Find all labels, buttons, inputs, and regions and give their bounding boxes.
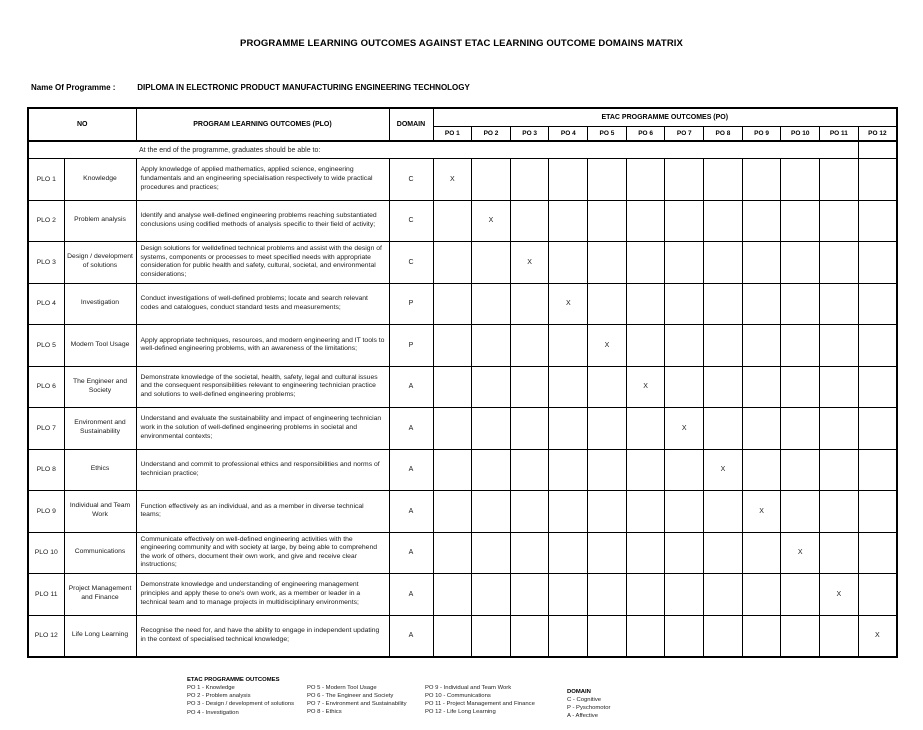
po-cell: [665, 159, 704, 201]
po-cell: [704, 200, 743, 242]
po-cell: [472, 532, 511, 574]
legend-po-item: PO 11 - Project Management and Finance: [425, 701, 535, 708]
plo-description: Identify and analyse well-defined engineering problems reaching substantiated conclusions using codified methods of analysis specific to their field of activity;: [136, 200, 389, 242]
po-cell: [665, 200, 704, 242]
legend-po-list-1: [187, 684, 307, 717]
plo-description: Demonstrate knowledge of the societal, health, safety, legal and cultural issues and the consequent responsibilities relevant to engineering technician practice and solutions to well-defined engineering problems;: [136, 366, 389, 408]
po-cell: [472, 283, 511, 325]
legend-po-item: PO 1 - Knowledge: [187, 685, 235, 692]
po-cell: [665, 574, 704, 616]
plo-description: Demonstrate knowledge and understanding of engineering management principles and apply these to one's own work, as a member or leader in a technical team and to manage projects in multidisciplinary environments;: [136, 574, 389, 616]
plo-description: Recognise the need for, and have the ability to engage in independent updating in the context of specialised technical knowledge;: [136, 615, 389, 657]
po-cell: [781, 574, 820, 616]
plo-row: [28, 615, 897, 657]
plo-number: PLO 3: [28, 242, 64, 284]
po-cell: [588, 283, 627, 325]
po-cell: [626, 325, 665, 367]
intro-statement: At the end of the programme, graduates should be able to:: [28, 141, 858, 159]
po-cell: [858, 491, 897, 533]
po-cell: [626, 491, 665, 533]
legend-po-item: PO 4 - Investigation: [187, 709, 239, 716]
plo-row: [28, 449, 897, 491]
plo-number: PLO 1: [28, 159, 64, 201]
legend-domain-item: P - Pyschomotor: [567, 705, 611, 712]
po-cell: [742, 615, 781, 657]
plo-number: PLO 5: [28, 325, 64, 367]
po-cell: [510, 200, 549, 242]
po-column-header: PO 8: [704, 126, 743, 141]
legend-po-item: PO 5 - Modern Tool Usage: [307, 685, 377, 691]
po-cell: [781, 615, 820, 657]
po-cell: [781, 242, 820, 284]
po-cell: [665, 325, 704, 367]
programme-name-row: [31, 83, 470, 92]
legend-po-column-2: [307, 676, 425, 721]
po-cell: [510, 283, 549, 325]
po-cell: [472, 366, 511, 408]
header-plo: PROGRAM LEARNING OUTCOMES (PLO): [136, 108, 389, 141]
po-cell: [820, 200, 859, 242]
po-cell: [742, 532, 781, 574]
po-cell: [742, 200, 781, 242]
plo-number: PLO 10: [28, 532, 64, 574]
po-cell: [588, 615, 627, 657]
plo-domain: A: [389, 532, 433, 574]
po-cell: [549, 574, 588, 616]
po-cell: [510, 366, 549, 408]
plo-name: The Engineer and Society: [64, 366, 136, 408]
po-cell: [665, 532, 704, 574]
po-cell: [820, 532, 859, 574]
po-cell: [858, 242, 897, 284]
po-cell: [704, 491, 743, 533]
legend-po-column-1: [187, 676, 307, 721]
po-mark-cell: X: [665, 408, 704, 450]
po-cell: [742, 574, 781, 616]
po-cell: [704, 532, 743, 574]
po-cell: [665, 366, 704, 408]
plo-name: Life Long Learning: [64, 615, 136, 657]
po-cell: [820, 283, 859, 325]
header-no: NO: [28, 108, 136, 141]
po-column-header: PO 3: [510, 126, 549, 141]
po-cell: [665, 615, 704, 657]
po-cell: [510, 574, 549, 616]
po-cell: [704, 283, 743, 325]
po-cell: [781, 449, 820, 491]
po-cell: [781, 366, 820, 408]
po-mark-cell: X: [742, 491, 781, 533]
po-cell: [704, 242, 743, 284]
po-cell: [665, 283, 704, 325]
po-cell: [704, 325, 743, 367]
po-cell: [549, 242, 588, 284]
programme-label: Name Of Programme :: [31, 83, 116, 92]
plo-number: PLO 6: [28, 366, 64, 408]
po-mark-cell: X: [472, 200, 511, 242]
plo-domain: P: [389, 283, 433, 325]
po-cell: [626, 532, 665, 574]
plo-number: PLO 2: [28, 200, 64, 242]
po-cell: [472, 574, 511, 616]
plo-name: Design / development of solutions: [64, 242, 136, 284]
po-cell: [820, 242, 859, 284]
po-cell: [510, 491, 549, 533]
legend-po-item: PO 9 - Individual and Team Work: [425, 685, 512, 691]
po-cell: [588, 242, 627, 284]
po-cell: [704, 159, 743, 201]
po-column-header: PO 12: [858, 126, 897, 141]
po-cell: [742, 366, 781, 408]
po-cell: [704, 615, 743, 657]
plo-row: [28, 366, 897, 408]
po-cell: [781, 491, 820, 533]
po-cell: [510, 159, 549, 201]
po-column-header: PO 4: [549, 126, 588, 141]
plo-name: Modern Tool Usage: [64, 325, 136, 367]
header-etac: ETAC PROGRAMME OUTCOMES (PO): [433, 108, 897, 126]
legend-etac-title: ETAC PROGRAMME OUTCOMES: [187, 677, 280, 683]
plo-domain: A: [389, 615, 433, 657]
po-cell: [858, 159, 897, 201]
plo-row: [28, 491, 897, 533]
plo-description: Apply appropriate techniques, resources, and modern engineering and IT tools to well-defined engineering problems, with an awareness of the limitations;: [136, 325, 389, 367]
po-cell: [433, 325, 472, 367]
po-cell: [472, 325, 511, 367]
po-cell: [858, 283, 897, 325]
po-cell: [820, 408, 859, 450]
header-domain: DOMAIN: [389, 108, 433, 141]
programme-name: DIPLOMA IN ELECTRONIC PRODUCT MANUFACTURING ENGINEERING TECHNOLOGY: [137, 83, 470, 92]
po-cell: [510, 449, 549, 491]
plo-name: Knowledge: [64, 159, 136, 201]
po-mark-cell: X: [549, 283, 588, 325]
plo-number: PLO 9: [28, 491, 64, 533]
legend-po-column-3: [425, 676, 567, 721]
po-cell: [742, 242, 781, 284]
po-cell: [588, 366, 627, 408]
plo-name: Individual and Team Work: [64, 491, 136, 533]
plo-domain: A: [389, 366, 433, 408]
po-cell: [820, 449, 859, 491]
po-mark-cell: X: [588, 325, 627, 367]
po-cell: [742, 159, 781, 201]
legend-po-item: PO 10 - Communications: [425, 693, 491, 700]
po-mark-cell: X: [433, 159, 472, 201]
plo-number: PLO 7: [28, 408, 64, 450]
po-cell: [858, 532, 897, 574]
po-cell: [433, 574, 472, 616]
po-cell: [626, 159, 665, 201]
po-cell: [549, 532, 588, 574]
plo-row: [28, 408, 897, 450]
po-cell: [549, 200, 588, 242]
po-cell: [433, 366, 472, 408]
po-cell: [549, 449, 588, 491]
legend-domain-item: C - Cognitive: [567, 697, 602, 704]
po-cell: [510, 615, 549, 657]
po-cell: [781, 159, 820, 201]
plo-description: Apply knowledge of applied mathematics, applied science, engineering fundamentals and an engineering specialisation respectively to wide practical procedures and practices;: [136, 159, 389, 201]
po-cell: [588, 408, 627, 450]
po-cell: [626, 408, 665, 450]
plo-domain: C: [389, 159, 433, 201]
po-cell: [549, 325, 588, 367]
po-cell: [858, 366, 897, 408]
po-cell: [433, 242, 472, 284]
po-cell: [510, 532, 549, 574]
po-cell: [665, 242, 704, 284]
plo-description: Communicate effectively on well-defined engineering activities with the engineering community and with society at large, by being able to comprehend the work of others, document their own work, and give and receive clear instructions;: [136, 532, 389, 574]
po-cell: [781, 325, 820, 367]
po-cell: [665, 449, 704, 491]
po-cell: [588, 449, 627, 491]
po-cell: [626, 283, 665, 325]
po-cell: [704, 408, 743, 450]
po-cell: [433, 408, 472, 450]
po-cell: [472, 491, 511, 533]
plo-row: [28, 532, 897, 574]
plo-number: PLO 11: [28, 574, 64, 616]
plo-name: Project Management and Finance: [64, 574, 136, 616]
po-cell: [858, 200, 897, 242]
po-cell: [510, 408, 549, 450]
plo-row: [28, 574, 897, 616]
legend-po-item: PO 8 - Ethics: [307, 709, 342, 716]
po-cell: [742, 283, 781, 325]
po-cell: [858, 574, 897, 616]
plo-domain: C: [389, 242, 433, 284]
po-cell: [433, 532, 472, 574]
legend-domain-item: A - Affective: [567, 713, 598, 720]
plo-description: Function effectively as an individual, and as a member in diverse technical teams;: [136, 491, 389, 533]
po-cell: [510, 325, 549, 367]
po-cell: [588, 532, 627, 574]
po-cell: [472, 449, 511, 491]
legend-po-item: PO 2 - Problem analysis: [187, 693, 251, 700]
plo-number: PLO 8: [28, 449, 64, 491]
plo-domain: P: [389, 325, 433, 367]
po-cell: [781, 283, 820, 325]
plo-description: Conduct investigations of well-defined problems; locate and search relevant codes and catalogues, conduct standard tests and measurements;: [136, 283, 389, 325]
legend: [187, 676, 657, 721]
po-cell: [820, 615, 859, 657]
po-mark-cell: X: [858, 615, 897, 657]
plo-name: Environment and Sustainability: [64, 408, 136, 450]
plo-description: Understand and commit to professional ethics and responsibilities and norms of technician practice;: [136, 449, 389, 491]
page-title: PROGRAMME LEARNING OUTCOMES AGAINST ETAC LEARNING OUTCOME DOMAINS MATRIX: [240, 38, 683, 49]
po-cell: [704, 366, 743, 408]
plo-row: [28, 325, 897, 367]
po-column-header: PO 2: [472, 126, 511, 141]
po-cell: [781, 200, 820, 242]
po-cell: [626, 200, 665, 242]
po-mark-cell: X: [781, 532, 820, 574]
legend-po-item: PO 7 - Environment and Sustainability: [307, 701, 407, 708]
plo-po-matrix-table: [27, 107, 898, 658]
legend-po-item: PO 3 - Design / development of solutions: [187, 701, 295, 708]
plo-domain: A: [389, 408, 433, 450]
po-cell: [549, 159, 588, 201]
plo-name: Ethics: [64, 449, 136, 491]
po-cell: [588, 574, 627, 616]
po-column-header: PO 5: [588, 126, 627, 141]
plo-row: [28, 283, 897, 325]
po-column-header: PO 1: [433, 126, 472, 141]
po-column-header: PO 11: [820, 126, 859, 141]
po-cell: [742, 449, 781, 491]
po-cell: [820, 159, 859, 201]
po-cell: [781, 408, 820, 450]
plo-domain: A: [389, 449, 433, 491]
po-cell: [549, 615, 588, 657]
plo-name: Investigation: [64, 283, 136, 325]
po-column-header: PO 9: [742, 126, 781, 141]
intro-row: [28, 141, 897, 159]
po-cell: [626, 615, 665, 657]
plo-domain: A: [389, 491, 433, 533]
po-cell: [588, 491, 627, 533]
po-cell: [549, 491, 588, 533]
po-cell: [820, 325, 859, 367]
po-cell: [549, 366, 588, 408]
po-cell: [858, 408, 897, 450]
po-cell: [549, 408, 588, 450]
po-column-header: PO 10: [781, 126, 820, 141]
po-cell: [472, 159, 511, 201]
plo-number: PLO 12: [28, 615, 64, 657]
po-cell: [588, 200, 627, 242]
legend-domain-list: [567, 696, 657, 720]
plo-description: Design solutions for welldefined technical problems and assist with the design of systems, components or processes to meet specified needs with appropriate consideration for public health and safety, cultural, societal, and environmental considerations;: [136, 242, 389, 284]
po-cell: [472, 242, 511, 284]
po-cell: [704, 574, 743, 616]
po-cell: [472, 615, 511, 657]
table-header-row: [28, 108, 897, 126]
plo-domain: A: [389, 574, 433, 616]
plo-row: [28, 159, 897, 201]
po-cell: [858, 325, 897, 367]
plo-name: Problem analysis: [64, 200, 136, 242]
po-cell: [433, 200, 472, 242]
legend-po-item: PO 12 - Life Long Learning: [425, 709, 496, 716]
plo-name: Communications: [64, 532, 136, 574]
legend-domain-title: DOMAIN: [567, 689, 591, 695]
po-cell: [433, 615, 472, 657]
po-cell: [665, 491, 704, 533]
plo-number: PLO 4: [28, 283, 64, 325]
po-cell: [820, 366, 859, 408]
po-cell: [433, 449, 472, 491]
po-cell: [626, 574, 665, 616]
po-mark-cell: X: [626, 366, 665, 408]
po-mark-cell: X: [820, 574, 859, 616]
po-column-header: PO 7: [665, 126, 704, 141]
legend-po-item: PO 6 - The Engineer and Society: [307, 693, 394, 700]
plo-row: [28, 242, 897, 284]
po-cell: [472, 408, 511, 450]
po-cell: [820, 491, 859, 533]
plo-row: [28, 200, 897, 242]
po-cell: [626, 242, 665, 284]
po-mark-cell: X: [510, 242, 549, 284]
po-cell: [742, 408, 781, 450]
plo-domain: C: [389, 200, 433, 242]
po-cell: [433, 491, 472, 533]
po-cell: [433, 283, 472, 325]
po-column-header: PO 6: [626, 126, 665, 141]
po-mark-cell: X: [704, 449, 743, 491]
po-cell: [626, 449, 665, 491]
plo-description: Understand and evaluate the sustainability and impact of engineering technician work in the solution of well-defined engineering problems in societal and environmental contexts;: [136, 408, 389, 450]
po-cell: [742, 325, 781, 367]
po-cell: [588, 159, 627, 201]
po-cell: [858, 449, 897, 491]
legend-domain-column: [567, 676, 657, 721]
